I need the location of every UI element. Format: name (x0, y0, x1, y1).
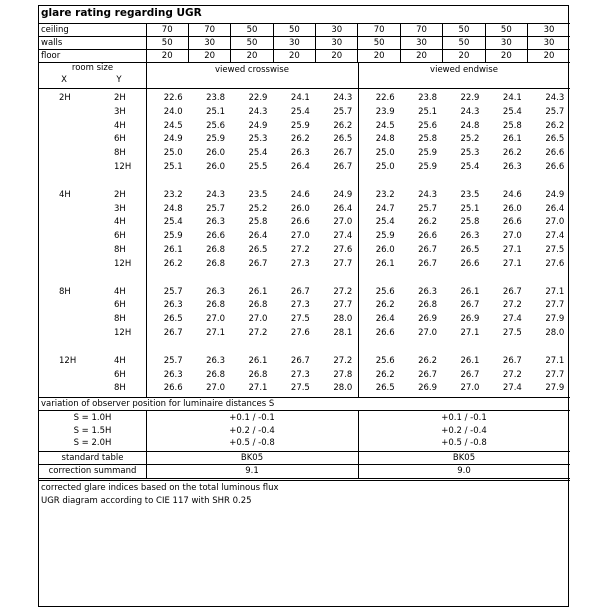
crosswise-value: 26.3 (163, 369, 183, 380)
crosswise-value: 25.0 (163, 148, 183, 159)
crosswise-value: 26.0 (206, 162, 226, 172)
header-value: 50 (231, 24, 273, 37)
crosswise-value: 26.7 (333, 162, 353, 172)
room-y-label: 4H (114, 120, 126, 131)
room-y-label: 4H (114, 355, 126, 366)
crosswise-value: 28.1 (333, 328, 353, 338)
header-value: 30 (316, 37, 358, 50)
header-value: 50 (146, 37, 188, 50)
x-label: X (61, 75, 67, 85)
crosswise-value: 25.1 (206, 106, 226, 117)
endwise-value: 25.3 (460, 148, 480, 159)
crosswise-value: 26.4 (248, 231, 268, 242)
endwise-value: 24.7 (375, 203, 395, 214)
endwise-value: 24.6 (502, 189, 522, 200)
variation-crosswise: +0.1 / -0.1 (229, 413, 275, 424)
endwise-value: 27.1 (502, 245, 522, 255)
group-x-label: 12H (59, 355, 77, 366)
crosswise-value: 27.7 (333, 258, 353, 269)
endwise-value: 24.9 (545, 189, 565, 200)
header-value: 70 (188, 24, 230, 37)
crosswise-value: 25.9 (206, 134, 226, 145)
crosswise-value: 27.8 (333, 369, 353, 380)
endwise-value: 24.3 (460, 106, 480, 117)
endwise-value: 24.8 (375, 134, 395, 145)
header-value: 20 (146, 50, 188, 63)
endwise-value: 25.6 (375, 355, 395, 366)
crosswise-value: 28.0 (333, 314, 353, 325)
crosswise-value: 25.1 (163, 162, 183, 172)
crosswise-value: 26.3 (206, 217, 226, 228)
lower-middle-divider (358, 410, 359, 478)
standard-table-label: standard table (61, 452, 124, 463)
group-x-label: 8H (59, 286, 71, 297)
endwise-value: 26.9 (460, 314, 480, 325)
header-row-walls (39, 37, 570, 50)
header-value: 30 (188, 37, 230, 50)
endwise-value: 23.8 (418, 93, 438, 103)
endwise-value: 25.4 (460, 162, 480, 172)
crosswise-value: 24.9 (248, 120, 268, 131)
crosswise-value: 24.3 (248, 106, 268, 117)
header-row-label: ceiling (39, 24, 146, 37)
endwise-value: 24.1 (502, 93, 522, 103)
crosswise-value: 24.3 (206, 189, 226, 200)
endwise-value: 27.9 (545, 383, 565, 394)
header-value: 50 (443, 24, 485, 37)
header-value: 20 (358, 50, 400, 63)
ugr-table-frame (38, 5, 569, 607)
crosswise-value: 27.0 (333, 217, 353, 228)
crosswise-value: 26.2 (290, 134, 310, 145)
crosswise-value: 26.0 (290, 203, 310, 214)
endwise-value: 27.0 (502, 231, 522, 242)
correction-crosswise: 9.1 (245, 465, 259, 476)
crosswise-value: 26.0 (206, 148, 226, 159)
crosswise-value: 26.7 (163, 328, 183, 338)
room-reflectance-header (39, 23, 570, 63)
crosswise-value: 27.2 (333, 286, 353, 297)
endwise-value: 25.9 (418, 148, 438, 159)
crosswise-value: 26.5 (163, 314, 183, 325)
crosswise-value: 24.1 (290, 93, 310, 103)
room-y-label: 6H (114, 231, 126, 242)
variation-title-rule (39, 410, 570, 411)
lower-left-divider (146, 410, 147, 478)
crosswise-value: 26.3 (206, 355, 226, 366)
crosswise-value: 25.9 (163, 231, 183, 242)
header-value: 30 (273, 37, 315, 50)
crosswise-value: 22.6 (163, 93, 183, 103)
crosswise-value: 25.4 (248, 148, 268, 159)
crosswise-value: 26.7 (333, 148, 353, 159)
footnote: corrected glare indices based on the total luminous flux (41, 482, 279, 493)
endwise-value: 26.7 (418, 369, 438, 380)
crosswise-value: 25.7 (163, 286, 183, 297)
endwise-value: 27.7 (545, 369, 565, 380)
crosswise-value: 24.0 (163, 106, 183, 117)
room-y-label: 12H (114, 328, 132, 338)
crosswise-value: 26.4 (290, 162, 310, 172)
crosswise-value: 26.1 (248, 286, 268, 297)
crosswise-value: 26.2 (333, 120, 353, 131)
crosswise-value: 24.6 (290, 189, 310, 200)
crosswise-value: 25.7 (206, 203, 226, 214)
header-value: 50 (485, 24, 527, 37)
left-column-divider (146, 62, 147, 397)
endwise-value: 26.9 (418, 383, 438, 394)
crosswise-value: 26.2 (163, 258, 183, 269)
crosswise-value: 27.0 (290, 231, 310, 242)
endwise-value: 26.2 (375, 300, 395, 311)
endwise-value: 26.3 (460, 231, 480, 242)
correction-bottom-rule (39, 478, 570, 479)
endwise-value: 26.2 (545, 120, 565, 131)
endwise-value: 27.1 (502, 258, 522, 269)
header-value: 30 (316, 24, 358, 37)
crosswise-value: 25.4 (290, 106, 310, 117)
header-value: 30 (528, 24, 570, 37)
crosswise-value: 28.0 (333, 383, 353, 394)
header-value: 50 (273, 24, 315, 37)
crosswise-value: 27.5 (290, 383, 310, 394)
endwise-value: 25.7 (545, 106, 565, 117)
variation-endwise: +0.1 / -0.1 (441, 413, 487, 424)
crosswise-value: 26.8 (206, 245, 226, 255)
crosswise-value: 27.3 (290, 369, 310, 380)
endwise-value: 26.6 (460, 258, 480, 269)
endwise-value: 27.5 (545, 245, 565, 255)
header-value: 20 (316, 50, 358, 63)
room-y-label: 12H (114, 258, 132, 269)
crosswise-value: 26.8 (206, 258, 226, 269)
variation-endwise: +0.2 / -0.4 (441, 425, 487, 436)
room-y-label: 3H (114, 203, 126, 214)
endwise-value: 26.3 (418, 286, 438, 297)
crosswise-value: 24.9 (163, 134, 183, 145)
room-size-label: room size (71, 63, 114, 73)
endwise-value: 25.1 (460, 203, 480, 214)
endwise-value: 26.6 (502, 217, 522, 228)
endwise-label: viewed endwise (430, 65, 498, 75)
header-value: 70 (358, 24, 400, 37)
endwise-value: 26.2 (375, 369, 395, 380)
header-row-label: walls (39, 37, 146, 50)
endwise-value: 27.0 (418, 328, 438, 338)
room-y-label: 12H (114, 162, 132, 172)
endwise-value: 25.4 (375, 217, 395, 228)
crosswise-value: 26.8 (248, 369, 268, 380)
crosswise-value: 26.1 (163, 245, 183, 255)
crosswise-value: 27.2 (248, 328, 268, 338)
crosswise-value: 22.9 (248, 93, 268, 103)
endwise-value: 26.0 (502, 203, 522, 214)
crosswise-value: 27.0 (248, 314, 268, 325)
endwise-value: 27.1 (545, 286, 565, 297)
room-y-label: 8H (114, 245, 126, 255)
endwise-value: 26.8 (418, 300, 438, 311)
room-y-label: 2H (114, 189, 126, 200)
crosswise-value: 25.8 (248, 217, 268, 228)
endwise-value: 26.1 (502, 134, 522, 145)
endwise-value: 25.0 (375, 162, 395, 172)
header-row-floor (39, 50, 570, 63)
room-y-label: 4H (114, 286, 126, 297)
room-y-label: 8H (114, 148, 126, 159)
crosswise-value: 24.3 (333, 93, 353, 103)
crosswise-value: 23.2 (163, 189, 183, 200)
endwise-value: 27.4 (545, 231, 565, 242)
endwise-value: 27.7 (545, 300, 565, 311)
endwise-value: 26.2 (418, 217, 438, 228)
endwise-value: 26.0 (375, 245, 395, 255)
crosswise-value: 26.7 (290, 355, 310, 366)
variation-title: variation of observer position for luminaire distances S (41, 399, 275, 410)
crosswise-value: 26.3 (290, 148, 310, 159)
endwise-value: 25.2 (460, 134, 480, 145)
room-y-label: 6H (114, 134, 126, 145)
endwise-value: 26.1 (375, 258, 395, 269)
endwise-value: 22.9 (460, 93, 480, 103)
endwise-value: 26.6 (418, 231, 438, 242)
crosswise-value: 27.0 (206, 383, 226, 394)
header-value: 20 (231, 50, 273, 63)
crosswise-value: 27.1 (248, 383, 268, 394)
crosswise-value: 27.5 (290, 314, 310, 325)
crosswise-value: 24.5 (163, 120, 183, 131)
crosswise-value: 26.6 (290, 217, 310, 228)
room-y-label: 8H (114, 383, 126, 394)
header-value: 30 (485, 37, 527, 50)
endwise-value: 28.0 (545, 328, 565, 338)
crosswise-value: 23.5 (248, 189, 268, 200)
endwise-value: 24.5 (375, 120, 395, 131)
endwise-value: 26.7 (418, 258, 438, 269)
variation-endwise: +0.5 / -0.8 (441, 438, 487, 449)
endwise-value: 26.7 (502, 355, 522, 366)
header-value: 20 (400, 50, 442, 63)
crosswise-value: 26.8 (206, 300, 226, 311)
endwise-value: 27.5 (502, 328, 522, 338)
endwise-value: 25.0 (375, 148, 395, 159)
endwise-value: 25.8 (502, 120, 522, 131)
endwise-value: 22.6 (375, 93, 395, 103)
middle-column-divider (358, 62, 359, 397)
endwise-value: 25.9 (375, 231, 395, 242)
endwise-value: 26.7 (502, 286, 522, 297)
crosswise-value: 25.3 (248, 134, 268, 145)
header-value: 20 (188, 50, 230, 63)
footnote: UGR diagram according to CIE 117 with SHR 0.25 (41, 495, 252, 506)
header-row-ceiling (39, 24, 570, 37)
crosswise-value: 27.2 (290, 245, 310, 255)
endwise-value: 23.5 (460, 189, 480, 200)
correction-bottom-rule-2 (39, 480, 570, 481)
endwise-value: 26.2 (418, 355, 438, 366)
crosswise-value: 27.7 (333, 300, 353, 311)
crosswise-value: 24.9 (333, 189, 353, 200)
endwise-value: 27.4 (502, 383, 522, 394)
endwise-value: 25.7 (418, 203, 438, 214)
endwise-value: 26.7 (418, 245, 438, 255)
crosswise-label: viewed crosswise (215, 65, 289, 75)
variation-crosswise: +0.5 / -0.8 (229, 438, 275, 449)
crosswise-value: 26.6 (206, 231, 226, 242)
crosswise-value: 27.0 (206, 314, 226, 325)
header-row-label: floor (39, 50, 146, 63)
header-value: 20 (528, 50, 570, 63)
variation-label: S = 1.5H (73, 425, 112, 436)
variation-label: S = 2.0H (73, 438, 112, 449)
crosswise-value: 26.1 (248, 355, 268, 366)
crosswise-value: 26.7 (248, 258, 268, 269)
y-label: Y (116, 75, 122, 85)
crosswise-value: 25.7 (163, 355, 183, 366)
table-title: glare rating regarding UGR (41, 7, 202, 19)
room-y-label: 6H (114, 300, 126, 311)
endwise-value: 25.6 (418, 120, 438, 131)
endwise-value: 27.4 (502, 314, 522, 325)
room-y-label: 4H (114, 217, 126, 228)
crosswise-value: 27.4 (333, 231, 353, 242)
header-value: 70 (400, 24, 442, 37)
endwise-value: 25.6 (375, 286, 395, 297)
endwise-value: 25.4 (502, 106, 522, 117)
endwise-value: 27.0 (545, 217, 565, 228)
group-x-label: 2H (59, 93, 71, 103)
standard-table-endwise: BK05 (452, 452, 476, 463)
room-y-label: 6H (114, 369, 126, 380)
endwise-value: 27.1 (460, 328, 480, 338)
endwise-value: 26.7 (460, 300, 480, 311)
header-value: 50 (358, 37, 400, 50)
endwise-value: 26.5 (545, 134, 565, 145)
crosswise-value: 25.7 (333, 106, 353, 117)
endwise-value: 27.2 (502, 300, 522, 311)
crosswise-value: 25.2 (248, 203, 268, 214)
header-value: 20 (443, 50, 485, 63)
endwise-value: 27.9 (545, 314, 565, 325)
endwise-value: 27.1 (545, 355, 565, 366)
crosswise-value: 27.6 (290, 328, 310, 338)
room-y-label: 2H (114, 93, 126, 103)
crosswise-value: 26.3 (206, 286, 226, 297)
crosswise-value: 25.6 (206, 120, 226, 131)
header-value: 20 (485, 50, 527, 63)
endwise-value: 27.0 (460, 383, 480, 394)
crosswise-value: 27.1 (206, 328, 226, 338)
correction-endwise: 9.0 (457, 465, 471, 476)
endwise-value: 26.7 (460, 369, 480, 380)
crosswise-value: 26.8 (248, 300, 268, 311)
endwise-value: 24.3 (545, 93, 565, 103)
header-value: 20 (273, 50, 315, 63)
endwise-value: 26.2 (502, 148, 522, 159)
header-value: 30 (400, 37, 442, 50)
endwise-value: 26.1 (460, 286, 480, 297)
room-y-label: 8H (114, 314, 126, 325)
standard-table-crosswise: BK05 (240, 452, 264, 463)
crosswise-value: 24.8 (163, 203, 183, 214)
endwise-value: 26.6 (545, 148, 565, 159)
crosswise-value: 25.4 (163, 217, 183, 228)
endwise-value: 27.6 (545, 258, 565, 269)
crosswise-value: 25.9 (290, 120, 310, 131)
header-value: 70 (146, 24, 188, 37)
endwise-value: 23.2 (375, 189, 395, 200)
crosswise-value: 26.6 (163, 383, 183, 394)
crosswise-value: 27.2 (333, 355, 353, 366)
endwise-value: 25.8 (418, 134, 438, 145)
crosswise-value: 27.3 (290, 300, 310, 311)
crosswise-value: 26.3 (163, 300, 183, 311)
endwise-value: 27.2 (502, 369, 522, 380)
endwise-value: 25.8 (460, 217, 480, 228)
header-value: 30 (528, 37, 570, 50)
header-value: 50 (231, 37, 273, 50)
variation-label: S = 1.0H (73, 413, 112, 424)
endwise-value: 23.9 (375, 106, 395, 117)
endwise-value: 25.9 (418, 162, 438, 172)
endwise-value: 26.6 (375, 328, 395, 338)
crosswise-value: 26.8 (206, 369, 226, 380)
variation-crosswise: +0.2 / -0.4 (229, 425, 275, 436)
crosswise-value: 23.8 (206, 93, 226, 103)
group-x-label: 4H (59, 189, 71, 200)
correction-label: correction summand (48, 465, 137, 476)
room-y-label: 3H (114, 106, 126, 117)
crosswise-value: 26.5 (248, 245, 268, 255)
endwise-value: 26.3 (502, 162, 522, 172)
crosswise-value: 26.4 (333, 203, 353, 214)
endwise-value: 24.8 (460, 120, 480, 131)
endwise-value: 26.4 (545, 203, 565, 214)
crosswise-value: 26.7 (290, 286, 310, 297)
endwise-value: 24.3 (418, 189, 438, 200)
endwise-value: 26.1 (460, 355, 480, 366)
header-value: 50 (443, 37, 485, 50)
crosswise-value: 27.6 (333, 245, 353, 255)
crosswise-value: 27.3 (290, 258, 310, 269)
crosswise-value: 26.5 (333, 134, 353, 145)
endwise-value: 25.1 (418, 106, 438, 117)
crosswise-value: 25.5 (248, 162, 268, 172)
endwise-value: 26.9 (418, 314, 438, 325)
endwise-value: 26.5 (460, 245, 480, 255)
room-size-bottom-rule (39, 88, 570, 89)
endwise-value: 26.5 (375, 383, 395, 394)
endwise-value: 26.6 (545, 162, 565, 172)
endwise-value: 26.4 (375, 314, 395, 325)
